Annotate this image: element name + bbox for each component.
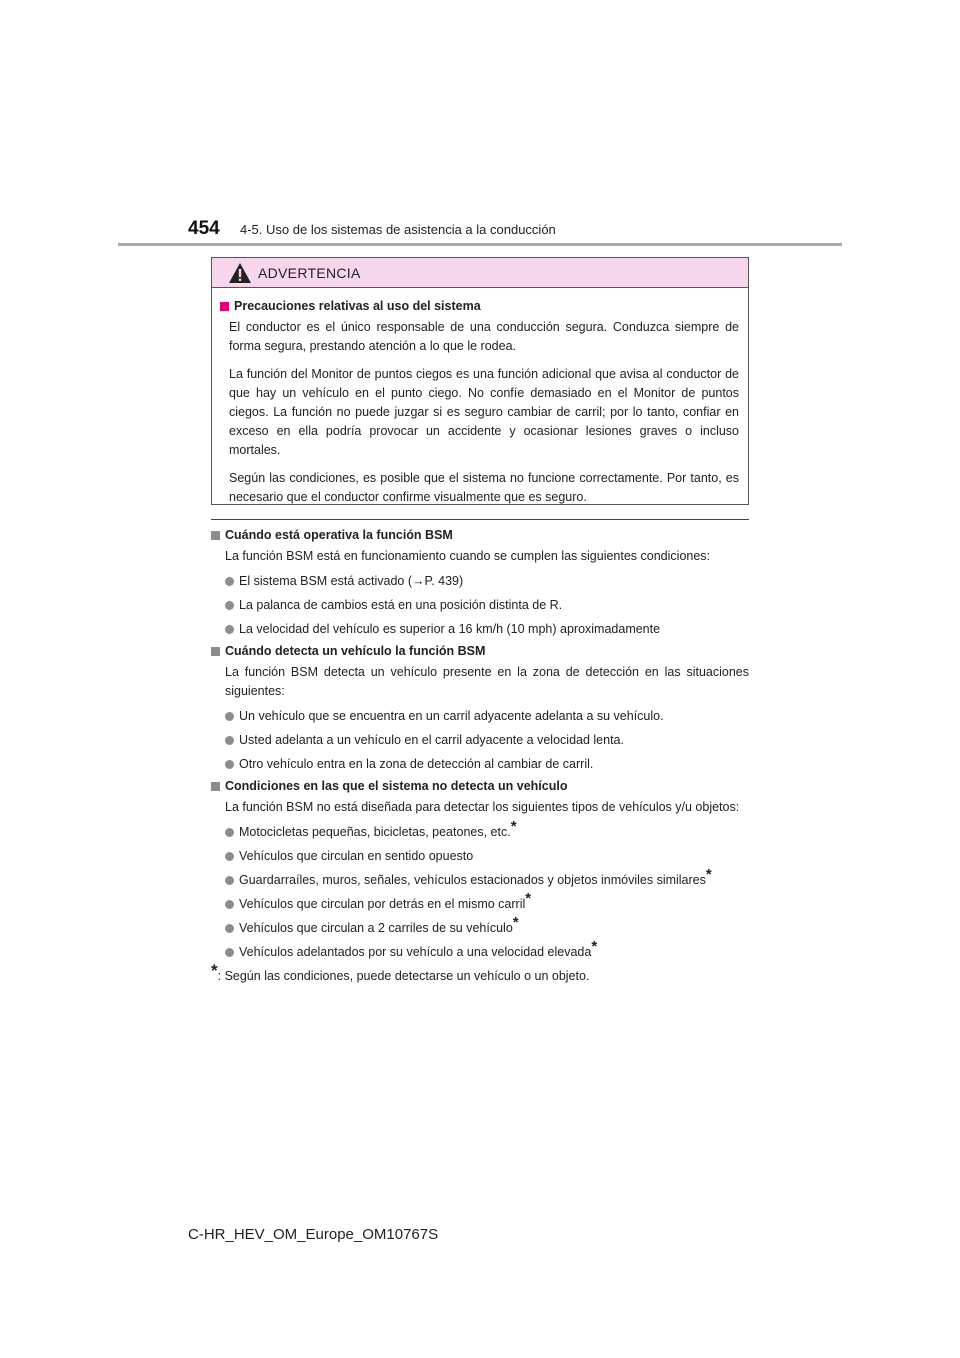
list-item: Un vehículo que se encuentra en un carril adyacente adelanta a su vehículo. [225,707,749,726]
footnote-asterisk: * [211,961,218,980]
bullet-dot-icon [225,625,234,634]
bullet-dot-icon [225,760,234,769]
pink-square-bullet-icon [220,302,229,311]
square-bullet-icon [211,782,220,791]
main-content [211,528,749,986]
header-rule [118,243,842,246]
footnote [211,961,749,986]
section-separator [211,519,749,520]
list-item: El sistema BSM está activado (→P. 439) [225,572,749,591]
footnote-text: : Según las condiciones, puede detectarse un vehículo o un objeto. [217,969,590,983]
page-number: 454 [188,218,220,239]
section-title: 4-5. Uso de los sistemas de asistencia a la conducción [240,222,556,237]
bullet-dot-icon [225,577,234,586]
bullet-dot-icon [225,948,234,957]
warning-title: ADVERTENCIA [258,264,361,281]
warning-heading: Precauciones relativas al uso del sistema [220,299,739,313]
warning-box [211,257,749,505]
document-id: C-HR_HEV_OM_Europe_OM10767S [188,1226,439,1243]
warning-paragraph: Según las condiciones, es posible que el sistema no funcione correctamente. Por tanto, es necesario que el conductor confirme visualmente que es seguro. [229,471,739,504]
bullet-dot-icon [225,736,234,745]
warning-paragraph: El conductor es el único responsable de una conducción segura. Conduzca siempre de forma segura, prestando atención a lo que le rodea. [229,320,739,353]
warning-paragraph: La función del Monitor de puntos ciegos es una función adicional que avisa al conductor de que hay un vehículo en el punto ciego. No confíe demasiado en el Monitor de puntos ciegos. La función no puede juzgar si es seguro cambiar de carril; por lo tanto, confiar en exceso en ella podría provocar un accidente y ocasionar lesiones graves o incluso mortales. [229,367,739,457]
square-bullet-icon [211,531,220,540]
list-item: Vehículos adelantados por su vehículo a una velocidad elevada* [225,943,749,962]
bullet-dot-icon [225,828,234,837]
square-bullet-icon [211,647,220,656]
section-heading: Cuándo detecta un vehículo la función BSM [211,644,749,658]
bullet-dot-icon [225,712,234,721]
section-heading: Condiciones en las que el sistema no detecta un vehículo [211,779,749,793]
bullet-dot-icon [225,924,234,933]
section-text: La función BSM está en funcionamiento cuando se cumplen las siguientes condiciones: [225,549,711,563]
asterisk-mark: * [591,938,598,955]
bullet-dot-icon [225,852,234,861]
bullet-dot-icon [225,876,234,885]
list-item: Usted adelanta a un vehículo en el carril adyacente a velocidad lenta. [225,731,749,750]
asterisk-mark: * [512,914,519,931]
list-item: Motocicletas pequeñas, bicicletas, peatones, etc.* [225,823,749,842]
warning-body [212,288,748,507]
list-item: La velocidad del vehículo es superior a 16 km/h (10 mph) aproximadamente [225,620,749,639]
list-item: Vehículos que circulan a 2 carriles de su vehículo* [225,919,749,938]
asterisk-mark: * [510,818,517,835]
list-item: Guardarraíles, muros, señales, vehículos estacionados y objetos inmóviles similares* [225,871,749,890]
section-heading: Cuándo está operativa la función BSM [211,528,749,542]
warning-triangle-icon [228,262,252,284]
asterisk-mark: * [705,866,712,883]
list-item: La palanca de cambios está en una posición distinta de R. [225,596,749,615]
page-header [188,218,556,240]
bullet-dot-icon [225,900,234,909]
list-item: Otro vehículo entra en la zona de detección al cambiar de carril. [225,755,749,774]
section-text: La función BSM detecta un vehículo presente en la zona de detección en las situaciones siguientes: [225,665,749,698]
asterisk-mark: * [525,890,532,907]
list-item: Vehículos que circulan en sentido opuesto [225,847,749,866]
warning-header [212,258,748,288]
bullet-dot-icon [225,601,234,610]
list-item: Vehículos que circulan por detrás en el mismo carril* [225,895,749,914]
section-text: La función BSM no está diseñada para detectar los siguientes tipos de vehículos y/u objetos: [225,800,740,814]
